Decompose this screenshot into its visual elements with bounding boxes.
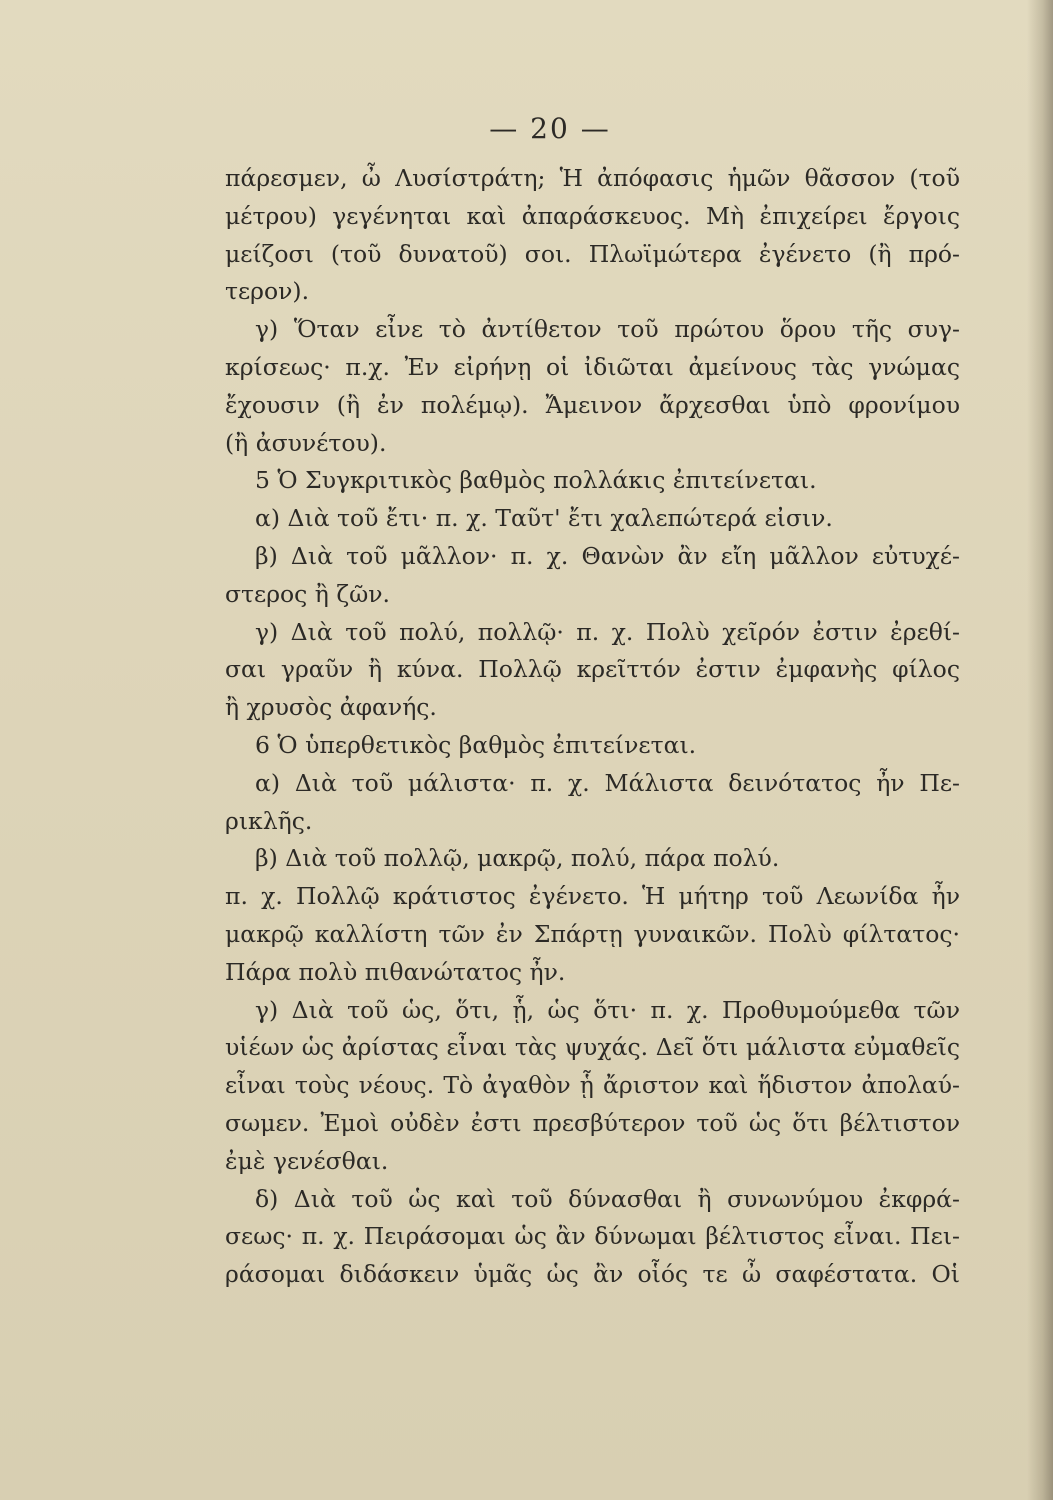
text-line: τερον).	[225, 277, 310, 306]
text-line: μείζοσι (τοῦ δυνατοῦ) σοι. Πλωϊμώτερα ἐγένετο (ἢ πρό-	[225, 239, 960, 268]
text-line: ρικλῆς.	[225, 806, 313, 835]
text-line: κρίσεως· π.χ. Ἐν εἰρήνῃ οἱ ἰδιῶται ἀμείνους τὰς γνώμας	[225, 352, 960, 381]
text-line: ράσομαι διδάσκειν ὑμᾶς ὡς ἂν οἷός τε ὦ σαφέστατα. Οἱ	[225, 1260, 960, 1289]
body-text	[225, 160, 960, 1294]
text-line: πάρεσμεν, ὦ Λυσίστράτη; Ἡ ἀπόφασις ἡμῶν θᾶσσον (τοῦ	[225, 164, 960, 192]
text-line: γ) Ὅταν εἶνε τὸ ἀντίθετον τοῦ πρώτου ὅρου τῆς συγ-	[255, 315, 960, 344]
text-line: υἱέων ὡς ἀρίστας εἶναι τὰς ψυχάς. Δεῖ ὅτι μάλιστα εὐμαθεῖς	[225, 1033, 960, 1062]
text-line: γ) Διὰ τοῦ ὡς, ὅτι, ᾗ, ὡς ὅτι· π. χ. Προθυμούμεθα τῶν	[255, 995, 960, 1024]
text-line: (ἢ ἀσυνέτου).	[225, 428, 387, 457]
text-line: 6 Ὁ ὑπερθετικὸς βαθμὸς ἐπιτείνεται.	[255, 730, 697, 759]
binding-shadow	[1027, 0, 1053, 1500]
page-number: — 20 —	[489, 112, 611, 145]
text-line: ἢ χρυσὸς ἀφανής.	[225, 693, 437, 722]
text-line: μακρῷ καλλίστη τῶν ἐν Σπάρτῃ γυναικῶν. Πολὺ φίλτατος·	[225, 919, 960, 948]
text-line: Πάρα πολὺ πιθανώτατος ἦν.	[225, 957, 566, 986]
text-line: α) Διὰ τοῦ μάλιστα· π. χ. Μάλιστα δεινότατος ἦν Πε-	[255, 768, 960, 797]
text-line: 5 Ὁ Συγκριτικὸς βαθμὸς πολλάκις ἐπιτείνεται.	[255, 466, 817, 495]
text-line: μέτρου) γεγένηται καὶ ἀπαράσκευος. Μὴ ἐπιχείρει ἔργοις	[225, 201, 960, 230]
text-line: σεως· π. χ. Πειράσομαι ὡς ἂν δύνωμαι βέλτιστος εἶναι. Πει-	[225, 1222, 960, 1251]
text-line: σαι γραῦν ἢ κύνα. Πολλῷ κρεῖττόν ἐστιν ἐμφανὴς φίλος	[225, 655, 960, 684]
text-line: β) Διὰ τοῦ πολλῷ, μακρῷ, πολύ, πάρα πολύ.	[255, 844, 780, 873]
text-line: εἶναι τοὺς νέους. Τὸ ἀγαθὸν ᾗ ἄριστον καὶ ἥδιστον ἀπολαύ-	[225, 1071, 960, 1100]
text-line: γ) Διὰ τοῦ πολύ, πολλῷ· π. χ. Πολὺ χεῖρόν ἐστιν ἐρεθί-	[255, 617, 960, 646]
text-line: α) Διὰ τοῦ ἔτι· π. χ. Ταῦτ' ἔτι χαλεπώτερά εἰσιν.	[255, 504, 833, 533]
text-line: σωμεν. Ἐμοὶ οὐδὲν ἐστι πρεσβύτερον τοῦ ὡς ὅτι βέλτιστον	[225, 1108, 960, 1137]
text-line: π. χ. Πολλῷ κράτιστος ἐγένετο. Ἡ μήτηρ τοῦ Λεωνίδα ἦν	[225, 882, 960, 911]
text-line: στερος ἢ ζῶν.	[225, 579, 391, 608]
text-line: ἐμὲ γενέσθαι.	[225, 1146, 389, 1175]
text-line: ἔχουσιν (ἢ ἐν πολέμῳ). Ἄμεινον ἄρχεσθαι ὑπὸ φρονίμου	[225, 390, 960, 419]
text-line: β) Διὰ τοῦ μᾶλλον· π. χ. Θανὼν ἂν εἴη μᾶλλον εὐτυχέ-	[255, 541, 960, 570]
text-line: δ) Διὰ τοῦ ὡς καὶ τοῦ δύνασθαι ἢ συνωνύμου ἐκφρά-	[255, 1184, 960, 1213]
